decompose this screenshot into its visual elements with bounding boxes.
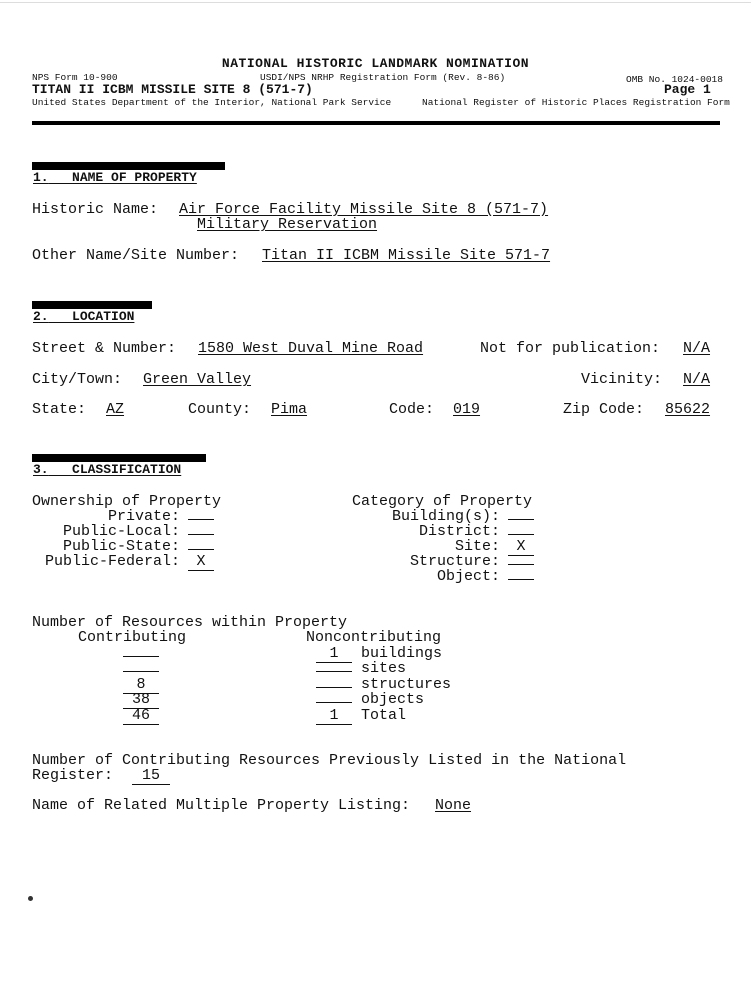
contributing-total: 46: [123, 707, 159, 725]
city-label: City/Town:: [32, 371, 123, 388]
site-title: TITAN II ICBM MISSILE SITE 8 (571-7): [32, 82, 313, 97]
registration-form-rev: USDI/NPS NRHP Registration Form (Rev. 8-86): [260, 72, 506, 83]
ownership-label-public-local: Public-Local:: [62, 523, 180, 540]
related-listing-label: Name of Related Multiple Property Listing:: [32, 797, 411, 814]
street-value: 1580 West Duval Mine Road: [198, 340, 424, 357]
vicinity-value: N/A: [683, 371, 711, 388]
historic-name-value-1: Air Force Facility Missile Site 8 (571-7): [179, 201, 549, 218]
scan-edge-line: [0, 2, 751, 3]
noncontributing-objects: [316, 691, 352, 708]
omb-number: OMB No. 1024-0018: [626, 74, 723, 85]
previously-listed-value: 15: [132, 767, 170, 785]
department-line: United States Department of the Interior, National Park Service: [32, 97, 392, 108]
category-title: Category of Property: [352, 493, 533, 510]
state-value: AZ: [106, 401, 125, 418]
previously-listed-line: Number of Contributing Resources Previously Listed in the National: [32, 752, 627, 769]
code-value: 019: [453, 401, 481, 418]
historic-name-label: Historic Name:: [32, 201, 159, 218]
category-label-district: District:: [418, 523, 500, 540]
document-title: NATIONAL HISTORIC LANDMARK NOMINATION: [221, 56, 530, 71]
category-label-buildings: Building(s):: [391, 508, 500, 525]
historic-name-value-2: Military Reservation: [197, 216, 378, 233]
category-value-object: [508, 568, 534, 585]
section-1-bar: [32, 162, 225, 170]
zip-label: Zip Code:: [563, 401, 645, 418]
ownership-label-private: Private:: [107, 508, 180, 525]
other-name-label: Other Name/Site Number:: [32, 247, 240, 264]
resource-type-objects: objects: [361, 691, 425, 708]
section-1-number: 1.: [33, 170, 49, 185]
register-form-name: National Register of Historic Places Registration Form: [422, 97, 730, 108]
ownership-label-public-state: Public-State:: [62, 538, 180, 555]
page-number: Page 1: [664, 82, 711, 97]
noncontributing-total: 1: [316, 707, 352, 725]
form-number: NPS Form 10-900: [32, 72, 118, 83]
noncontributing-sites: [316, 660, 352, 677]
section-3-number: 3.: [33, 462, 49, 477]
not-for-publication-value: N/A: [683, 340, 711, 357]
section-2-number: 2.: [33, 309, 49, 324]
section-2-title: LOCATION: [72, 309, 135, 324]
street-label: Street & Number:: [32, 340, 177, 357]
category-value-site: X: [508, 538, 534, 556]
city-value: Green Valley: [143, 371, 252, 388]
county-value: Pima: [271, 401, 308, 418]
resource-type-total: Total: [361, 707, 407, 724]
ownership-title: Ownership of Property: [32, 493, 222, 510]
related-listing-value: None: [435, 797, 472, 814]
category-label-site: Site:: [454, 538, 500, 555]
state-label: State:: [32, 401, 87, 418]
ownership-value-public-federal: X: [188, 553, 214, 571]
section-1-title: NAME OF PROPERTY: [72, 170, 197, 185]
section-2-heading: [33, 309, 134, 324]
scan-speck: [28, 896, 33, 901]
resource-type-buildings: buildings: [361, 645, 443, 662]
section-2-bar: [32, 301, 152, 309]
resource-type-structures: structures: [361, 676, 452, 693]
category-label-structure: Structure:: [409, 553, 500, 570]
previously-listed-label: Register:: [32, 767, 114, 784]
contributing-structures: 8: [123, 676, 159, 694]
zip-value: 85622: [665, 401, 711, 418]
header-rule: [32, 121, 720, 125]
noncontributing-buildings: 1: [316, 645, 352, 663]
category-label-object: Object:: [436, 568, 500, 585]
vicinity-label: Vicinity:: [581, 371, 663, 388]
county-label: County:: [188, 401, 252, 418]
code-label: Code:: [389, 401, 435, 418]
contributing-objects: 38: [123, 691, 159, 709]
contributing-sites: [123, 660, 159, 677]
contributing-header: Contributing: [78, 629, 187, 646]
resources-title: Number of Resources within Property: [32, 614, 348, 631]
other-name-value: Titan II ICBM Missile Site 571-7: [262, 247, 551, 264]
resource-type-sites: sites: [361, 660, 407, 677]
ownership-label-public-federal: Public-Federal:: [44, 553, 180, 570]
not-for-publication-label: Not for publication:: [480, 340, 661, 357]
section-1-heading: [33, 170, 197, 185]
section-3-bar: [32, 454, 206, 462]
noncontributing-header: Noncontributing: [306, 629, 442, 646]
section-3-title: CLASSIFICATION: [72, 462, 182, 477]
section-3-heading: [33, 462, 181, 477]
